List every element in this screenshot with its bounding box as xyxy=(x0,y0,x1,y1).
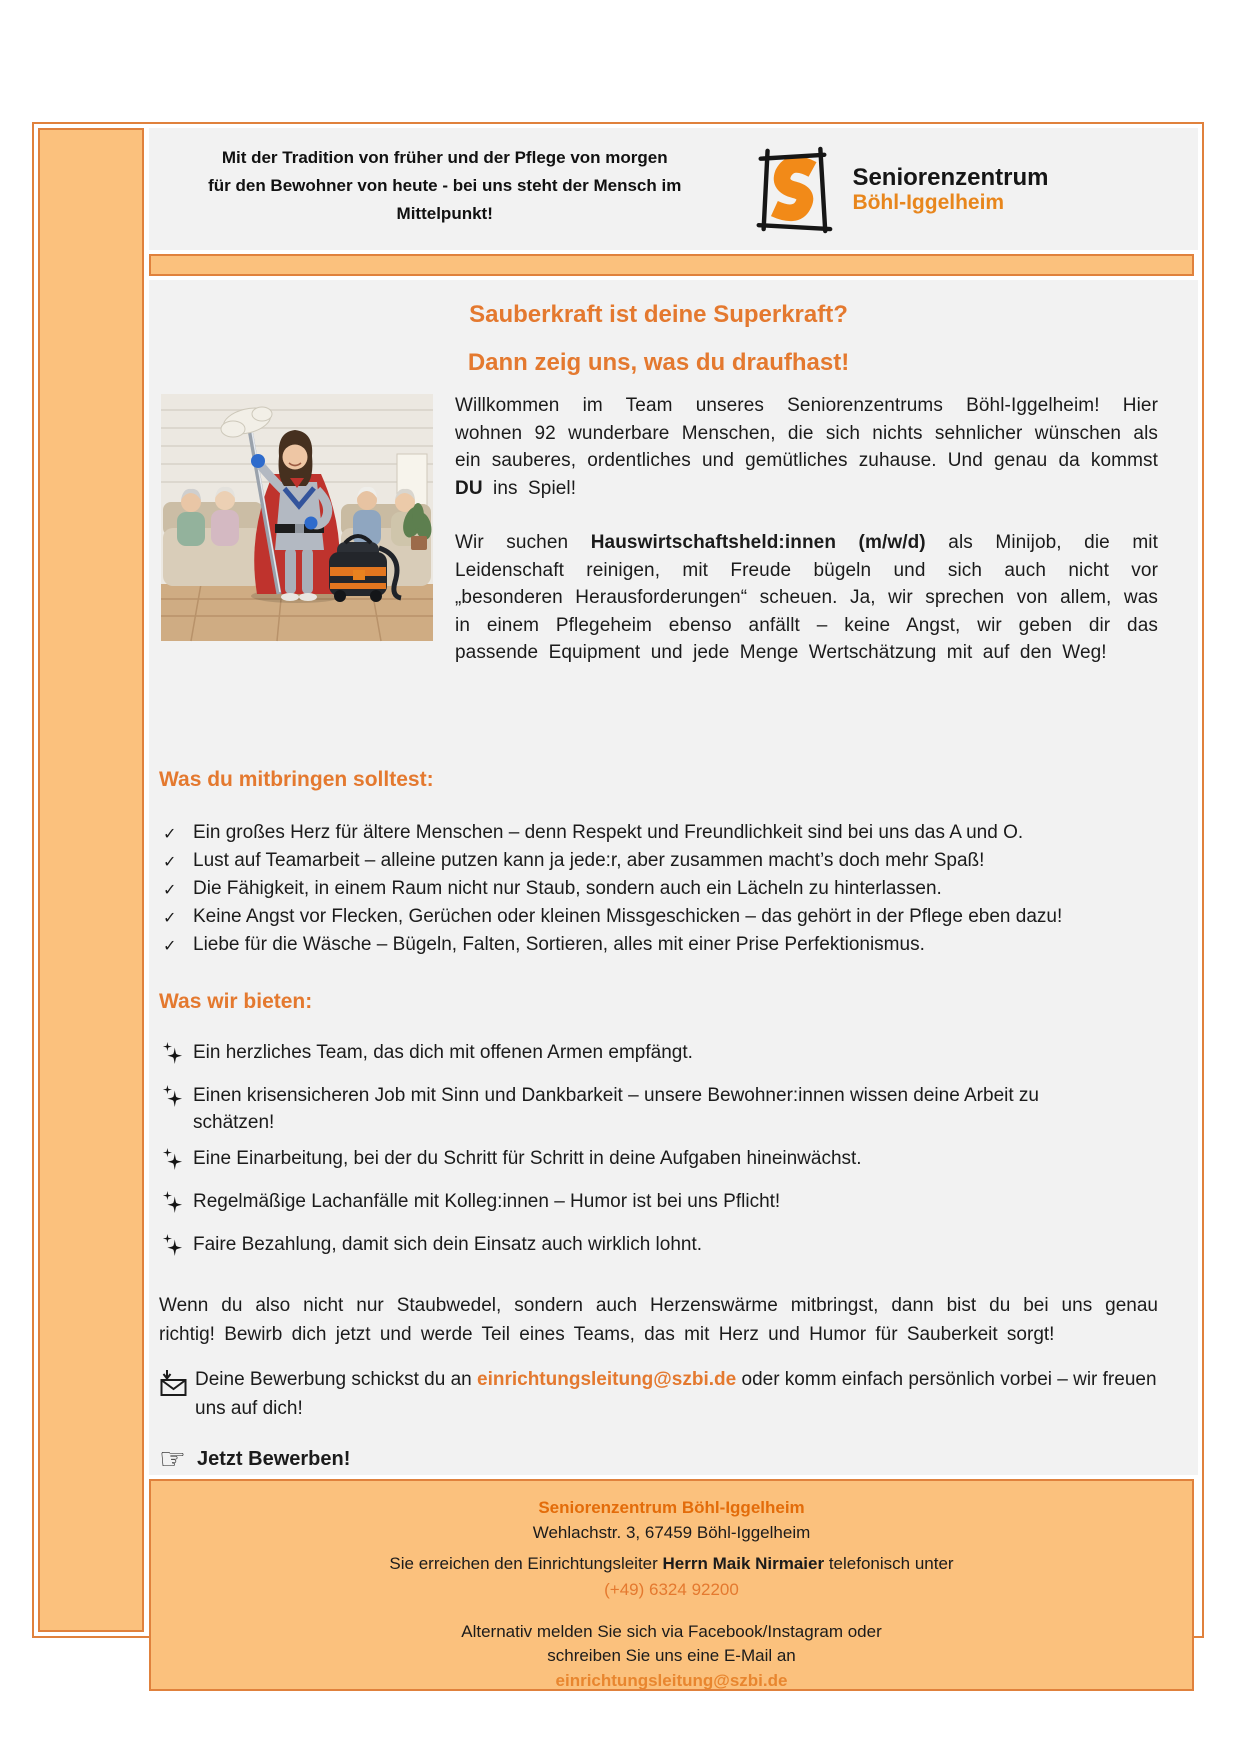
footer-phone: (+49) 6324 92200 xyxy=(604,1579,739,1599)
cta-row xyxy=(159,1441,1158,1477)
intro-p2-bold: Hauswirtschaftsheld:innen (m/w/d) xyxy=(590,532,926,553)
check-icon: ✓ xyxy=(163,823,177,843)
list-item xyxy=(159,1231,1111,1265)
sparkles-icon xyxy=(159,1145,193,1179)
bring-item-text: Lust auf Teamarbeit – alleine putzen kann ja jede:r, aber zusammen macht’s doch mehr Spaß! xyxy=(193,849,985,871)
bring-item-text: Die Fähigkeit, in einem Raum nicht nur Staub, sondern auch ein Lächeln zu hinterlassen. xyxy=(193,877,942,899)
main-content xyxy=(149,280,1198,1475)
slogan xyxy=(149,128,736,250)
mail-inbox-icon xyxy=(159,1365,195,1423)
bring-item-text: Keine Angst vor Flecken, Gerüchen oder kleinen Missgeschicken – das gehört in der Pflege eben dazu! xyxy=(193,905,1063,927)
footer-title: Seniorenzentrum Böhl-Iggelheim xyxy=(538,1497,805,1517)
intro-p1-bold: DU xyxy=(455,477,483,499)
offer-item-text: Eine Einarbeitung, bei der du Schritt für Schritt in deine Aufgaben hineinwächst. xyxy=(193,1147,862,1169)
pointing-hand-icon: ☞ xyxy=(159,1441,186,1477)
list-item xyxy=(159,1188,1111,1222)
offer-item-text: Faire Bezahlung, damit sich dein Einsatz auch wirklich lohnt. xyxy=(193,1233,703,1255)
email-link[interactable]: einrichtungsleitung@szbi.de xyxy=(477,1368,737,1390)
apply-text-post: oder komm einfach persönlich vorbei – wir freuen uns auf dich! xyxy=(195,1368,1157,1419)
footer-contact-pre: Sie erreichen den Einrichtungsleiter xyxy=(389,1553,663,1573)
headline-2: Dann zeig uns, was du draufhast! xyxy=(467,349,850,376)
sparkles-icon xyxy=(159,1188,193,1222)
footer-alt-line-2: schreiben Sie uns eine E-Mail an xyxy=(547,1645,796,1665)
hero-photo xyxy=(161,394,433,641)
footer-email-link[interactable]: einrichtungsleitung@szbi.de xyxy=(555,1670,788,1690)
list-item xyxy=(159,1082,1111,1136)
header xyxy=(149,128,1198,250)
footer-contact-post: telefonisch unter xyxy=(824,1553,954,1573)
logo-mark-icon xyxy=(748,142,836,236)
offer-list xyxy=(159,1039,1158,1265)
offer-item-text: Regelmäßige Lachanfälle mit Kolleg:innen – Humor ist bei uns Pflicht! xyxy=(193,1190,781,1212)
closing-paragraph: Wenn du also nicht nur Staubwedel, sondern auch Herzenswärme mitbringst, dann bist du bei uns genau richtig! Bewirb dich jetzt und werde Teil eines Teams, das mit Herz und Humor für Sauberkeit sorgt! xyxy=(159,1294,1158,1345)
list-item xyxy=(159,847,1158,875)
list-item xyxy=(159,931,1158,959)
list-item xyxy=(159,875,1158,903)
logo-name: Seniorenzentrum xyxy=(852,163,1049,191)
footer-address: Wehlachstr. 3, 67459 Böhl-Iggelheim xyxy=(532,1522,811,1542)
apply-text xyxy=(195,1365,1158,1423)
list-item xyxy=(159,1039,1111,1073)
bring-item-text: Liebe für die Wäsche – Bügeln, Falten, Sortieren, alles mit einer Prise Perfektionismus. xyxy=(193,933,925,955)
apply-row xyxy=(159,1365,1158,1423)
logo-location: Böhl-Iggelheim xyxy=(852,190,1005,214)
flyer-document xyxy=(32,122,1204,1690)
intro-section xyxy=(159,392,1158,667)
sparkles-icon xyxy=(159,1231,193,1265)
check-icon: ✓ xyxy=(163,851,177,871)
check-icon: ✓ xyxy=(163,879,177,899)
sparkles-icon xyxy=(159,1082,193,1136)
check-icon: ✓ xyxy=(163,935,177,955)
cta-label: Jetzt Bewerben! xyxy=(197,1448,351,1470)
intro-p1-tail: ins Spiel! xyxy=(482,477,577,499)
footer-contact xyxy=(151,1553,1192,1575)
apply-text-pre: Deine Bewerbung schickst du an xyxy=(195,1368,477,1390)
footer xyxy=(149,1479,1194,1691)
offer-heading: Was wir bieten: xyxy=(159,989,313,1013)
slogan-line-1: Mit der Tradition von früher und der Pflege von morgen xyxy=(221,148,668,167)
offer-item-text: Einen krisensicheren Job mit Sinn und Dankbarkeit – unsere Bewohner:innen wissen deine Arbeit zu schätzen! xyxy=(193,1084,1039,1133)
footer-alt-line-1: Alternativ melden Sie sich via Facebook/Instagram oder xyxy=(461,1621,882,1641)
bring-list xyxy=(159,819,1158,959)
left-accent-strip xyxy=(38,128,144,1632)
logo-text xyxy=(852,164,1048,215)
slogan-line-2: für den Bewohner von heute - bei uns steht der Mensch im xyxy=(208,176,682,195)
footer-contact-name: Herrn Maik Nirmaier xyxy=(662,1553,825,1573)
list-item xyxy=(159,819,1158,847)
divider-bar xyxy=(149,254,1194,276)
intro-p1-text: Willkommen im Team unseres Seniorenzentrums Böhl-Iggelheim! Hier wohnen 92 wunderbare Menschen, die sich nichts sehnlicher wünschen als ein sauberes, ordentliches und gemütliches zuhause. Und genau da kommst xyxy=(455,395,1158,471)
check-icon: ✓ xyxy=(163,907,177,927)
intro-p2-text: Wir suchen xyxy=(455,532,591,553)
list-item xyxy=(159,903,1158,931)
bring-item-text: Ein großes Herz für ältere Menschen – denn Respekt und Freundlichkeit sind bei uns das A und O. xyxy=(193,821,1024,843)
sparkles-icon xyxy=(159,1039,193,1073)
logo xyxy=(736,128,1198,250)
offer-item-text: Ein herzliches Team, das dich mit offenen Armen empfängt. xyxy=(193,1041,693,1063)
list-item xyxy=(159,1145,1111,1179)
intro-p2-tail: als Minijob, die mit Leidenschaft reinigen, mit Freude bügeln und sich auch nicht vor „besonderen Herausforderungen“ scheuen. Ja, wir sprechen von allem, was in einem Pflegeheim ebenso anfällt – keine Angst, wir geben dir das passende Equipment und jede Menge Wertschätzung mit auf den Weg! xyxy=(455,532,1158,663)
headline-1: Sauberkraft ist deine Superkraft? xyxy=(469,301,848,328)
bring-heading: Was du mitbringen solltest: xyxy=(159,767,434,791)
slogan-line-3: Mittelpunkt! xyxy=(396,204,493,223)
